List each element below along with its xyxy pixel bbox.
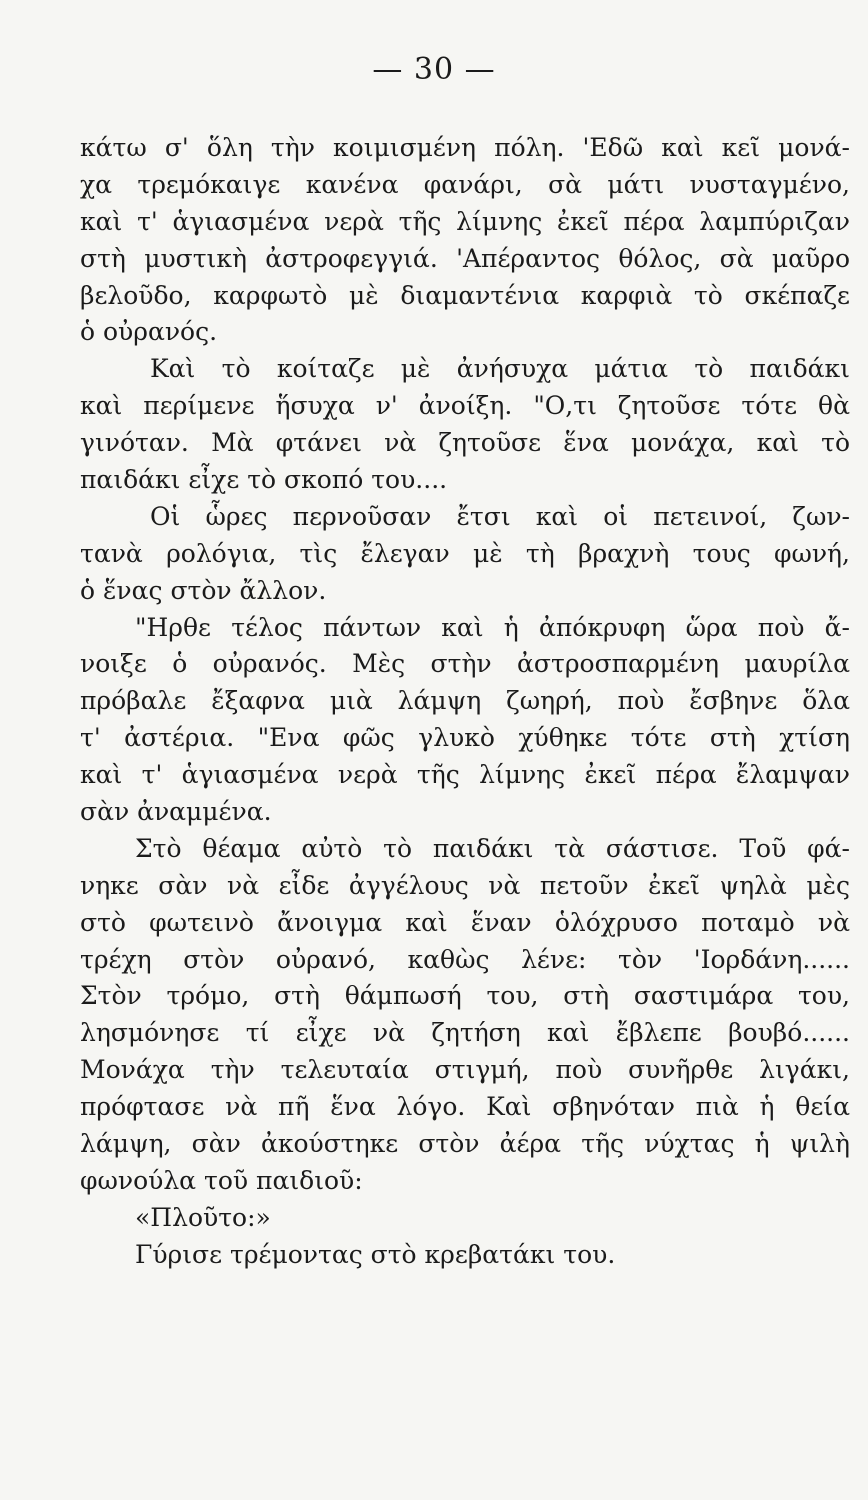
text-line: «Πλοῦτο:» bbox=[135, 1202, 271, 1232]
text-line: "Ηρθε τέλος πάντων καὶ ἡ ἀπόκρυφη ὥρα ποὺ ἄ- bbox=[135, 612, 850, 642]
text-line: ὁ οὐρανός. bbox=[80, 317, 218, 347]
page-number: — 30 — bbox=[372, 52, 496, 87]
text-line: πρόφτασε νὰ πῆ ἕνα λόγο. Καὶ σβηνόταν πιὰ ἡ θεία bbox=[80, 1092, 850, 1122]
text-line: καὶ τ' ἁγιασμένα νερὰ τῆς λίμνης ἐκεῖ πέρα λαμπύριζαν bbox=[80, 206, 850, 236]
text-line: καὶ τ' ἁγιασμένα νερὰ τῆς λίμνης ἐκεῖ πέρα ἔλαμψαν bbox=[80, 760, 850, 790]
text-line: Στὸ θέαμα αὐτὸ τὸ παιδάκι τὰ σάστισε. Τοῦ φά- bbox=[135, 833, 850, 863]
text-line: πρόβαλε ἔξαφνα μιὰ λάμψη ζωηρή, ποὺ ἔσβηνε ὅλα bbox=[80, 686, 850, 716]
text-line: στὴ μυστικὴ ἀστροφεγγιά. 'Απέραντος θόλος, σὰ μαῦρο bbox=[80, 243, 850, 273]
text-line: τ' ἀστέρια. "Ενα φῶς γλυκὸ χύθηκε τότε στὴ χτίση bbox=[80, 723, 850, 753]
text-line: σὰν ἀναμμένα. bbox=[80, 797, 272, 827]
body-text bbox=[80, 130, 850, 1274]
text-line: Καὶ τὸ κοίταζε μὲ ἀνήσυχα μάτια τὸ παιδάκι bbox=[150, 354, 850, 384]
text-line: φωνούλα τοῦ παιδιοῦ: bbox=[80, 1165, 363, 1195]
text-line: Στὸν τρόμο, στὴ θάμπωσή του, στὴ σαστιμάρα του, bbox=[80, 981, 850, 1011]
text-line: τανὰ ρολόγια, τὶς ἔλεγαν μὲ τὴ βραχνὴ τους φωνή, bbox=[80, 538, 850, 568]
text-line: βελοῦδο, καρφωτὸ μὲ διαμαντένια καρφιὰ τὸ σκέπαζε bbox=[80, 280, 850, 310]
text-line: γινόταν. Μὰ φτάνει νὰ ζητοῦσε ἕνα μονάχα, καὶ τὸ bbox=[80, 428, 850, 458]
text-line: τρέχη στὸν οὐρανό, καθὼς λένε: τὸν 'Ιορδάνη...... bbox=[80, 944, 850, 974]
text-line: λάμψη, σὰν ἀκούστηκε στὸν ἀέρα τῆς νύχτας ἡ ψιλὴ bbox=[80, 1129, 850, 1159]
text-line: Οἱ ὧρες περνοῦσαν ἔτσι καὶ οἱ πετεινοί, ζων- bbox=[150, 501, 850, 531]
text-line: στὸ φωτεινὸ ἄνοιγμα καὶ ἕναν ὁλόχρυσο ποταμὸ νὰ bbox=[80, 907, 850, 937]
text-line: ὁ ἕνας στὸν ἄλλον. bbox=[80, 575, 327, 605]
text-line: λησμόνησε τί εἶχε νὰ ζητήση καὶ ἔβλεπε βουβό...... bbox=[80, 1018, 850, 1048]
text-line: καὶ περίμενε ἥσυχα ν' ἀνοίξη. "Ο,τι ζητοῦσε τότε θὰ bbox=[80, 391, 850, 421]
text-line: παιδάκι εἶχε τὸ σκοπό του.... bbox=[80, 465, 448, 495]
text-line: Μονάχα τὴν τελευταία στιγμή, ποὺ συνῆρθε λιγάκι, bbox=[80, 1055, 850, 1085]
text-line: νηκε σὰν νὰ εἶδε ἀγγέλους νὰ πετοῦν ἐκεῖ ψηλὰ μὲς bbox=[80, 870, 850, 900]
text-line: κάτω σ' ὅλη τὴν κοιμισμένη πόλη. 'Εδῶ καὶ κεῖ μονά- bbox=[80, 133, 850, 162]
text-line: χα τρεμόκαιγε κανένα φανάρι, σὰ μάτι νυσταγμένο, bbox=[80, 169, 850, 199]
text-line: Γύρισε τρέμοντας στὸ κρεβατάκι του. bbox=[135, 1239, 616, 1269]
text-line: νοιξε ὁ οὐρανός. Μὲς στὴν ἀστροσπαρμένη μαυρίλα bbox=[80, 649, 850, 679]
